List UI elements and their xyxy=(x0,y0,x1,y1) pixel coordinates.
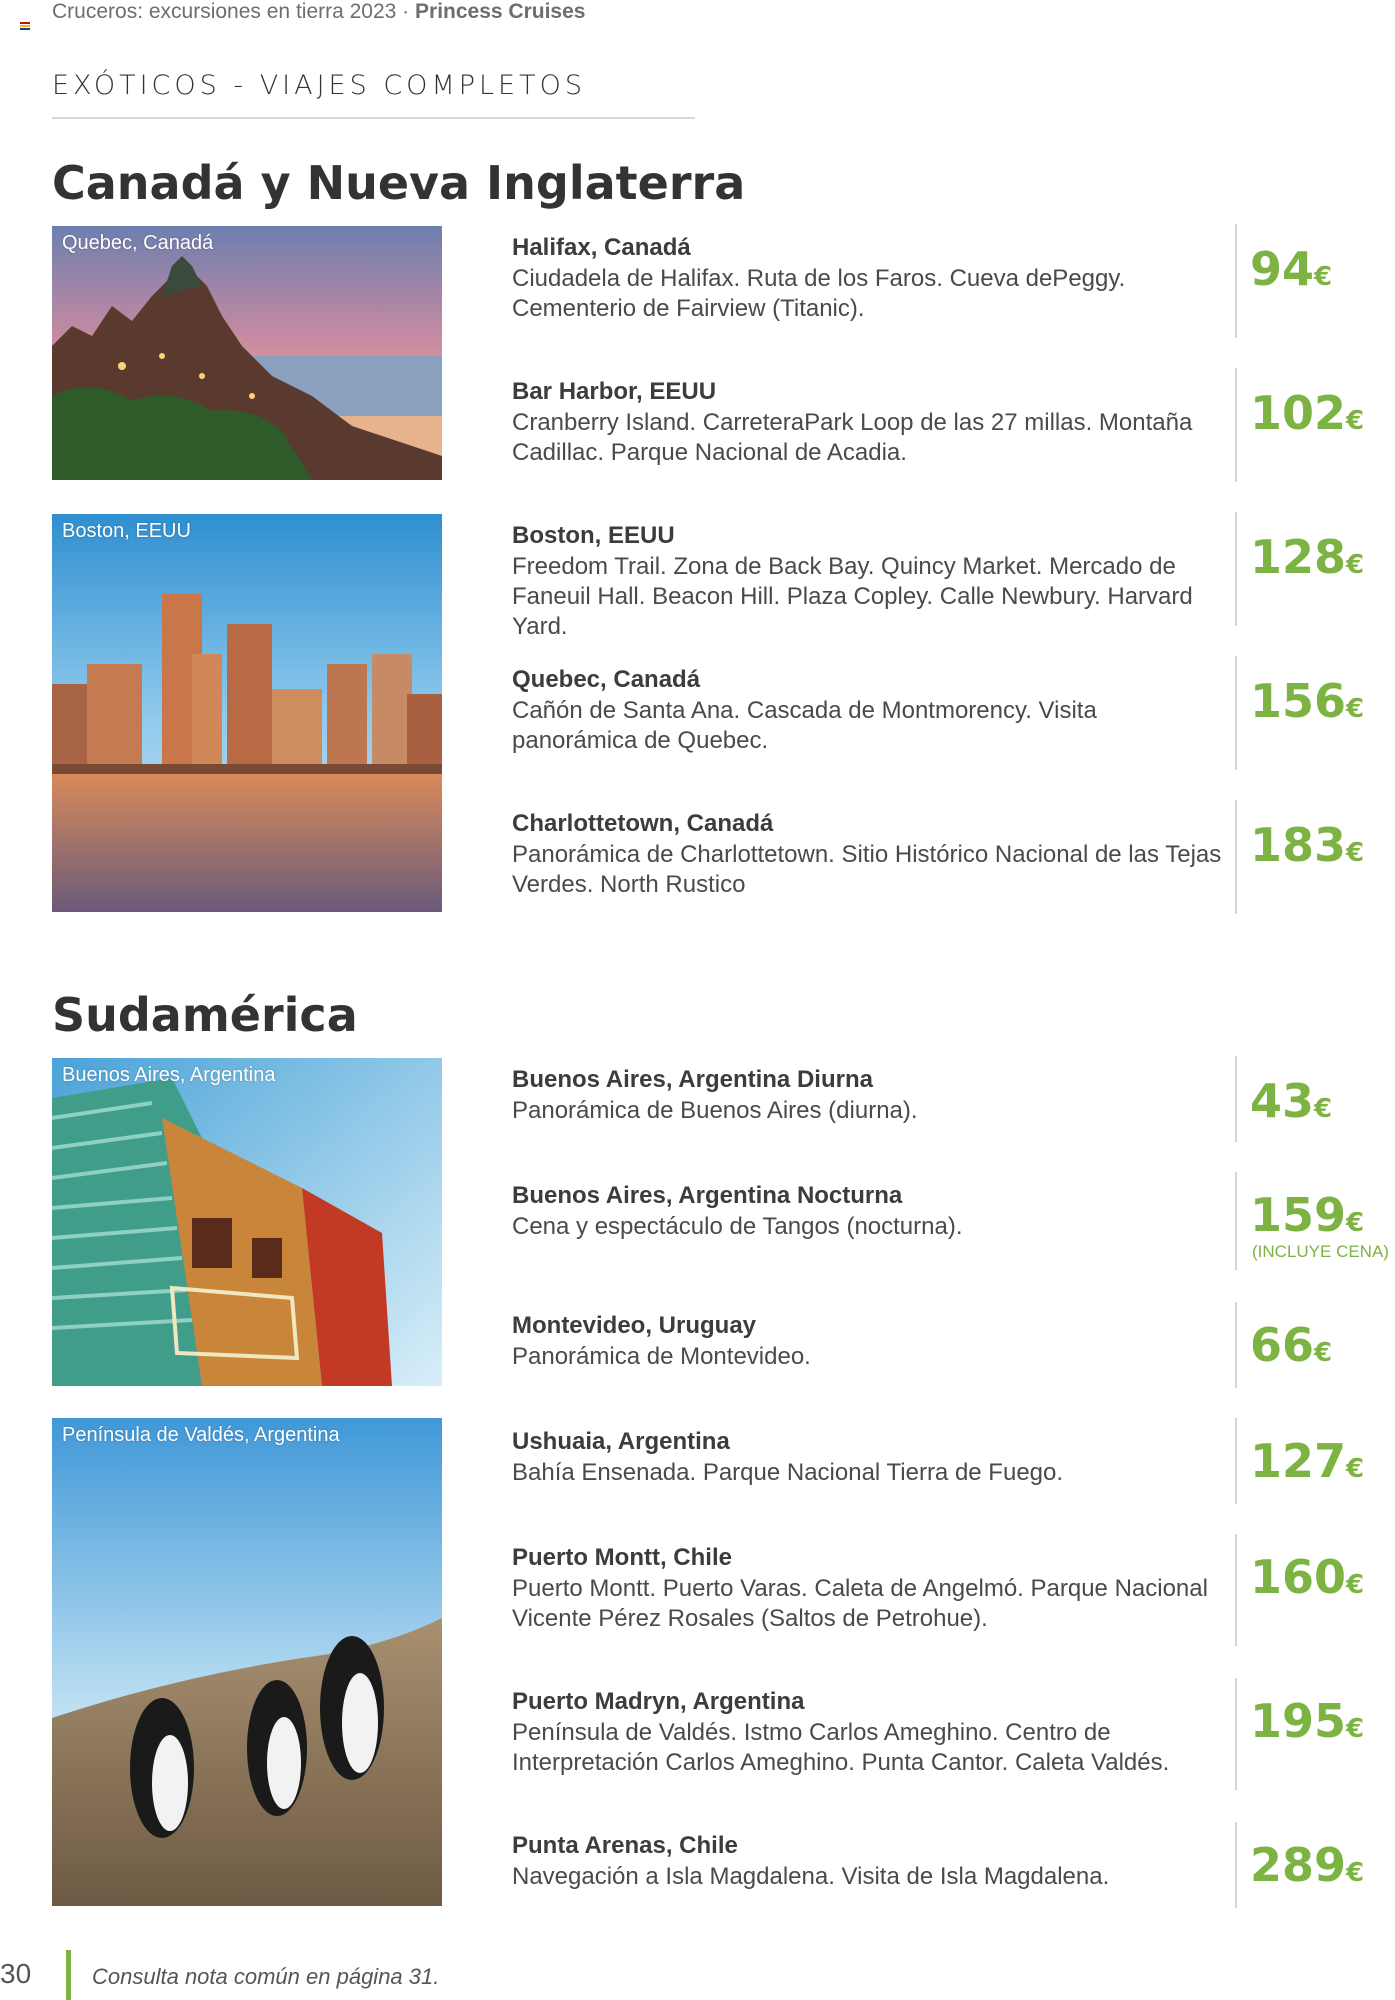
excursion-desc-line: Navegación a Isla Magdalena. Visita de Isla Magdalena. xyxy=(512,1863,1110,1890)
excursion-charlottetown xyxy=(512,808,1222,900)
price-puerto-montt: 160€ xyxy=(1250,1550,1365,1604)
photo-caption: Buenos Aires, Argentina xyxy=(62,1064,276,1086)
excursion-quebec xyxy=(512,664,1222,756)
brochure-header xyxy=(52,0,585,24)
photo-buenos-aires xyxy=(52,1058,442,1386)
price-divider xyxy=(1235,512,1237,626)
excursion-place: Ushuaia, Argentina xyxy=(512,1428,730,1455)
excursion-place: Halifax, Canadá xyxy=(512,234,691,261)
excursion-place: Montevideo, Uruguay xyxy=(512,1312,757,1339)
price-bar-harbor: 102€ xyxy=(1250,386,1365,440)
excursion-place: Boston, EEUU xyxy=(512,522,675,549)
price-divider xyxy=(1235,1302,1237,1388)
excursion-desc-line: Puerto Montt. Puerto Varas. Caleta de Angelmó. Parque Nacional xyxy=(512,1575,1208,1602)
page-number: 30 xyxy=(0,1958,32,1989)
flag-icon xyxy=(20,22,30,30)
excursion-place: Buenos Aires, Argentina Nocturna xyxy=(512,1182,903,1209)
price-divider xyxy=(1235,1534,1237,1646)
photo-caption: Península de Valdés, Argentina xyxy=(62,1424,340,1446)
price-divider xyxy=(1235,224,1237,338)
excursion-desc-line: Faneuil Hall. Beacon Hill. Plaza Copley. Calle Newbury. Harvard Yard. xyxy=(512,583,1193,640)
excursion-desc-line: Vicente Pérez Rosales (Saltos de Petrohue). xyxy=(512,1605,988,1632)
photo-caption: Boston, EEUU xyxy=(62,520,191,542)
excursion-puerto-madryn xyxy=(512,1686,1222,1778)
category-divider xyxy=(52,117,695,119)
photo-caption: Quebec, Canadá xyxy=(62,232,214,254)
price-divider xyxy=(1235,368,1237,482)
excursion-place: Bar Harbor, EEUU xyxy=(512,378,717,405)
price-divider xyxy=(1235,1418,1237,1504)
excursion-desc-line: Bahía Ensenada. Parque Nacional Tierra de Fuego. xyxy=(512,1459,1064,1486)
excursion-desc-line: Cadillac. Parque Nacional de Acadia. xyxy=(512,439,907,466)
excursion-desc-line: Verdes. North Rustico xyxy=(512,871,746,898)
excursion-desc-line: Ciudadela de Halifax. Ruta de los Faros. Cueva dePeggy. xyxy=(512,265,1126,292)
excursion-place: Punta Arenas, Chile xyxy=(512,1832,738,1859)
excursion-desc-line: Cementerio de Fairview (Titanic). xyxy=(512,295,865,322)
price-divider xyxy=(1235,1822,1237,1908)
photo-boston xyxy=(52,514,442,912)
price-divider xyxy=(1235,656,1237,770)
price-puerto-madryn: 195€ xyxy=(1250,1694,1365,1748)
excursion-desc-line: Interpretación Carlos Ameghino. Punta Cantor. Caleta Valdés. xyxy=(512,1749,1170,1776)
excursion-desc-line: Panorámica de Charlottetown. Sitio Histórico Nacional de las Tejas xyxy=(512,841,1222,868)
price-divider xyxy=(1235,1678,1237,1790)
footer-note: Consulta nota común en página 31. xyxy=(92,1964,440,1989)
excursion-place: Puerto Montt, Chile xyxy=(512,1544,732,1571)
excursion-boston xyxy=(512,520,1222,642)
excursion-place: Charlottetown, Canadá xyxy=(512,810,774,837)
excursion-desc-line: panorámica de Quebec. xyxy=(512,727,769,754)
excursion-desc-line: Panorámica de Buenos Aires (diurna). xyxy=(512,1097,918,1124)
excursion-halifax xyxy=(512,232,1222,324)
price-quebec: 156€ xyxy=(1250,674,1365,728)
section-title-canada: Canadá y Nueva Inglaterra xyxy=(52,156,746,210)
excursion-desc-line: Península de Valdés. Istmo Carlos Ameghino. Centro de xyxy=(512,1719,1111,1746)
footer-accent-bar xyxy=(66,1950,71,2000)
price-montevideo: 66€ xyxy=(1250,1318,1333,1372)
excursion-buenos-aires-diurna xyxy=(512,1064,1222,1126)
excursion-buenos-aires-nocturna xyxy=(512,1180,1222,1242)
excursion-place: Puerto Madryn, Argentina xyxy=(512,1688,805,1715)
excursion-montevideo xyxy=(512,1310,1222,1372)
excursion-desc-line: Freedom Trail. Zona de Back Bay. Quincy Market. Mercado de xyxy=(512,553,1176,580)
price-boston: 128€ xyxy=(1250,530,1365,584)
photo-peninsula-valdes xyxy=(52,1418,442,1906)
price-buenos-aires-nocturna: 159€ xyxy=(1250,1188,1365,1242)
excursion-bar-harbor xyxy=(512,376,1222,468)
excursion-punta-arenas xyxy=(512,1830,1222,1892)
brochure-label: Cruceros: excursiones en tierra 2023 · xyxy=(52,0,410,23)
excursion-place: Quebec, Canadá xyxy=(512,666,701,693)
excursion-desc-line: Cena y espectáculo de Tangos (nocturna). xyxy=(512,1213,963,1240)
section-title-sudamerica: Sudamérica xyxy=(52,988,358,1042)
price-ushuaia: 127€ xyxy=(1250,1434,1365,1488)
price-charlottetown: 183€ xyxy=(1250,818,1365,872)
excursion-desc-line: Cañón de Santa Ana. Cascada de Montmorency. Visita xyxy=(512,697,1097,724)
price-note: (INCLUYE CENA) xyxy=(1252,1242,1389,1261)
excursion-desc-line: Panorámica de Montevideo. xyxy=(512,1343,811,1370)
photo-quebec xyxy=(52,226,442,480)
excursion-place: Buenos Aires, Argentina Diurna xyxy=(512,1066,873,1093)
price-punta-arenas: 289€ xyxy=(1250,1838,1365,1892)
brand-name: Princess Cruises xyxy=(415,0,586,23)
excursion-ushuaia xyxy=(512,1426,1222,1488)
price-divider xyxy=(1235,800,1237,914)
excursion-desc-line: Cranberry Island. CarreteraPark Loop de las 27 millas. Montaña xyxy=(512,409,1193,436)
category-heading: EXÓTICOS - VIAJES COMPLETOS xyxy=(52,70,587,101)
price-divider xyxy=(1235,1056,1237,1142)
price-buenos-aires-diurna: 43€ xyxy=(1250,1074,1333,1128)
excursion-puerto-montt xyxy=(512,1542,1222,1634)
price-divider xyxy=(1235,1172,1237,1270)
price-halifax: 94€ xyxy=(1250,242,1333,296)
